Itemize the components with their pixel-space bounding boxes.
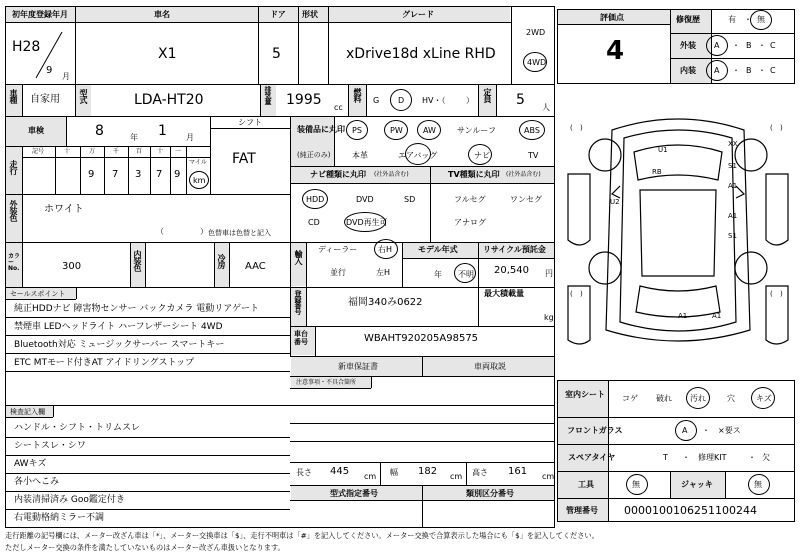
drive-2wd: 2WD [526,28,546,37]
fuel-hv-close: ） [466,96,474,105]
navi-dvd-play-circle [344,212,386,232]
inspection-month-unit: 月 [186,133,194,142]
width-label: 幅 [390,468,398,477]
color-note: 色替車は色替と記入 [208,229,271,237]
sales-line-2: Bluetooth対応 ミュージックサーバー スマートキー [14,340,225,350]
equip-navi: ナビ [474,151,490,160]
svg-text:): ) [780,290,783,298]
equip-tv: TV [528,151,539,160]
manual-label: 車両取説 [474,362,506,371]
tv-fullseg: フルセグ [454,195,486,204]
max-load-label: 最大積載量 [484,289,524,298]
equip-sub: (純正のみ) [297,151,331,159]
sales-line-1: 禁煙車 LEDヘッドライト ハーフレザーシート 4WD [14,322,223,332]
inspection-label: 車検 [28,126,44,135]
diagram-mark-0: U1 [658,146,668,154]
rating-label: 評価点 [600,13,624,22]
mileage-digit-1: 7 [112,169,119,180]
glass-a: A [682,426,688,435]
drive-4wd: 4WD [527,58,547,67]
length-label: 長さ [296,468,312,477]
diagram-mark-7: S1 [728,232,737,240]
equip-pw: PW [390,126,403,135]
equip-navi-circle [468,144,492,165]
seat-yabure: 破れ [656,394,672,403]
fuel-label: 燃料 [353,88,362,102]
interior-dot2: ・ [758,66,766,75]
model-year-label: モデル年式 [418,245,458,254]
inspection-year: 8 [95,123,104,139]
svg-text:): ) [580,124,583,132]
equip-ps: PS [352,126,362,135]
color-label: 外装色 [9,200,18,221]
sales-line-0: 純正HDDナビ 障害物センサー バックカメラ 電動リアゲート [14,304,259,314]
spare-t: T [663,453,668,462]
tv-label: TV種類に丸印 [448,170,500,179]
ac-label: 冷房 [217,254,226,268]
shift-value: FAT [232,151,256,167]
navi-dvd-play: DVD再生可 [346,218,388,227]
mileage-digit-4: 9 [174,169,181,180]
import-right-h-circle [374,239,398,259]
seat-ana: 穴 [727,394,735,403]
import-left-h: 左H [376,268,391,277]
spare-dot2: ・ [748,453,756,462]
shape-header: 形状 [302,10,318,19]
model-year-unit: 年 [434,270,442,279]
diagram-mark-5: A1 [678,312,688,320]
color-paren-close: ） [200,227,208,236]
glass-a-circle [675,420,697,441]
fuel-d: D [398,96,405,105]
svg-text:(: ( [770,290,773,298]
inspection-month: 1 [158,123,167,139]
car-name-header: 車名 [154,10,170,19]
inspect-line-5: 右電動格納ミラー不調 [14,513,105,523]
repair-dot: ・ [744,15,752,24]
exterior-label: 外装 [680,41,696,50]
equip-leather: 本革 [352,151,368,160]
inspect-line-4: 内装清掃済み Goo鑑定付き [14,495,125,505]
capacity-unit: 人 [542,103,550,112]
tv-oneseg: ワンセグ [510,195,542,204]
spare-kit: 修理KIT [698,453,727,462]
plate-value: 福岡340み0622 [348,297,423,308]
exterior-dot1: ・ [732,41,740,50]
mileage-unit-1: 万 [89,148,96,155]
mileage-unit-4: 十 [157,148,164,155]
door-value: 5 [272,46,281,62]
displacement-value: 1995 [286,92,322,108]
car-damage-diagram [560,90,796,375]
recycle-unit: 円 [545,269,553,278]
repair-yes: 有 [728,15,736,24]
color-no-value: 300 [62,261,82,272]
tv-sub: (社外品含む) [506,171,541,178]
svg-text:(: ( [570,124,573,132]
mileage-km-circle [189,171,209,189]
navi-hdd: HDD [306,195,325,204]
diagram-mark-9: A1 [712,312,722,320]
jack-label: ジャッキ [681,480,713,489]
mileage-unit-5: 一 [175,148,182,155]
import-right-h: 右H [378,245,393,254]
mileage-unit-0: 十 [64,148,71,155]
mileage-unit-3: 百 [136,148,143,155]
color-no-label: カラーNo. [8,253,21,272]
sales-line-3: ETC MTモード付きAT アイドリングストップ [14,358,195,368]
exterior-dot2: ・ [758,41,766,50]
model-year-unknown-circle [454,263,476,283]
equip-label: 装備品に丸印 [297,125,345,134]
navi-sub: (社外品含む) [374,171,409,178]
svg-text:): ) [780,124,783,132]
jack-value: 無 [754,480,762,489]
footer-note-2: ただしメーター交換の条件を満たしていないものはメーター改ざん車扱いとなります。 [5,543,285,552]
import-label: 輸入 [294,250,303,264]
equip-pw-circle [384,120,408,140]
navi-dvd: DVD [356,195,374,204]
height-unit: cm [542,472,555,481]
diagram-mark-1: RB [652,168,662,176]
diagram-mark-2: U2 [610,198,620,206]
exterior-b: B [746,41,752,50]
model-year-unknown: 不明 [458,270,474,279]
vin-value: WBAHT920205A98575 [364,333,479,344]
interior-grade-label: 内装 [680,66,696,75]
drive-4wd-circle [523,52,547,72]
mileage-code-label: 記号 [32,148,45,155]
glass-replace: ×要ス [718,426,741,435]
navi-sd: SD [404,195,416,204]
usage-label: 車種 [9,89,18,103]
door-header: ドア [270,10,286,19]
seat-koge: コゲ [622,394,638,403]
mgmt-value: 0000100106251100244 [624,504,757,517]
mileage-digit-3: 7 [156,169,163,180]
vin-label: 車台番号 [294,330,308,347]
height-value: 161 [508,466,528,477]
equip-aw: AW [423,126,436,135]
max-load-unit: kg [544,313,554,322]
length-unit: cm [364,472,377,481]
shift-label: シフト [238,118,262,127]
displacement-unit: cc [334,103,343,112]
seat-yogore: 汚れ [690,394,706,403]
inspect-line-2: AWキズ [14,459,47,469]
mileage-digit-2: 3 [135,169,142,180]
mgmt-label: 管理番号 [566,506,598,515]
seat-yogore-circle [686,387,710,409]
capacity-value: 5 [516,92,525,108]
svg-text:(: ( [770,124,773,132]
mileage-mile-label: マイル [189,159,207,166]
first-reg-month-unit: 月 [62,72,70,81]
width-value: 182 [418,466,438,477]
width-unit: cm [450,472,463,481]
model-label: 型式 [79,89,88,103]
repair-no-circle [750,10,772,30]
inspect-header: 検査記入欄 [10,408,45,416]
car-name-value: X1 [158,46,177,62]
navi-cd: CD [308,218,320,227]
fuel-hv: HV・（ [422,96,446,105]
length-value: 445 [330,466,350,477]
recycle-value: 20,540 [494,265,529,276]
mileage-digit-0: 9 [88,169,95,180]
first-reg-header: 初年度登録年月 [12,10,68,19]
tv-analog: アナログ [454,218,486,227]
interior-dot1: ・ [732,66,740,75]
repair-label: 修復歴 [676,15,700,24]
inspection-year-unit: 年 [130,133,138,142]
usage-value: 自家用 [30,94,60,105]
recycle-label: リサイクル預託金 [483,245,546,254]
mileage-km: km [193,176,206,185]
height-label: 高さ [472,468,488,477]
seat-label: 室内シート [565,390,605,399]
spare-missing: 欠 [762,453,770,462]
tools-none-circle [626,474,648,495]
interior-a: A [714,66,720,75]
first-reg-month: 9 [46,65,53,76]
exterior-a-circle [706,35,728,56]
glass-dot: ・ [702,426,710,435]
rating-value: 4 [606,36,625,66]
interior-a-circle [706,60,728,81]
capacity-label: 定員 [483,88,492,102]
sales-header: セールスポイント [10,290,66,298]
mileage-unit-2: 千 [113,148,120,155]
fuel-g: G [373,96,380,105]
color-value: ホワイト [44,204,84,215]
exterior-a: A [714,41,720,50]
interior-b: B [746,66,752,75]
tools-value: 無 [632,480,640,489]
equip-airbag: エアバッグ [398,151,438,160]
ac-value: AAC [245,261,266,272]
svg-text:): ) [580,290,583,298]
type-no-label: 型式指定番号 [330,489,378,498]
interior-color-label: 内装色 [133,250,142,271]
exterior-c: C [770,41,776,50]
diagram-mark-6: S1 [728,162,737,170]
warranty-label: 新車保証書 [338,362,378,371]
equip-airbag-circle [405,143,431,165]
spare-label: スペアタイヤ [568,453,616,462]
diagram-mark-8: XX [728,140,738,148]
navi-hdd-circle [302,189,328,209]
import-parallel: 並行 [330,268,346,277]
footer-note-1: 走行距離の記号欄には、メーター改ざん車は「*」、メーター交換車は「$」、走行不明車は「#」を記入してください。メーター交換で合算表示した場合にも「$」を記入してください。 [5,531,599,540]
jack-none-circle [748,474,770,495]
displacement-label: 排気量 [264,86,272,104]
model-value: LDA-HT20 [134,92,204,108]
grade-value: xDrive18d xLine RHD [346,46,496,62]
seat-kizu-circle [751,387,775,409]
equip-abs-circle [519,120,545,140]
navi-label: ナビ種類に丸印 [310,170,366,179]
seat-kizu: キズ [756,394,772,403]
class-no-label: 類別区分番号 [466,489,514,498]
import-dealer: ディーラー [318,245,358,254]
equip-sunroof: サンルーフ [457,126,496,135]
grade-header: グレード [402,10,434,19]
interior-c: C [770,66,776,75]
equip-ps-circle [346,120,368,140]
inspect-line-3: 各小へこみ [14,477,60,487]
plate-label: 登録番号 [294,290,302,314]
repair-no: 無 [757,15,765,24]
first-reg-era: H28 [12,39,41,55]
diagram-mark-4: A1 [728,212,738,220]
svg-text:(: ( [570,290,573,298]
equip-aw-circle [417,120,441,140]
mileage-label: 走行 [9,160,18,174]
inspect-line-0: ハンドル・シフト・トリムスレ [14,423,141,433]
color-paren-open: （ [156,227,164,236]
spare-dot1: ・ [682,453,690,462]
glass-label: フロントガラス [567,426,623,435]
diagram-mark-3: A1 [728,182,738,190]
inspect-line-1: シートスレ・シワ [14,441,86,451]
tools-label: 工具 [578,480,594,489]
fuel-d-circle [390,89,412,111]
equip-abs: ABS [524,126,540,135]
notes-label: 注意事項・不具合箇所 [296,379,357,386]
